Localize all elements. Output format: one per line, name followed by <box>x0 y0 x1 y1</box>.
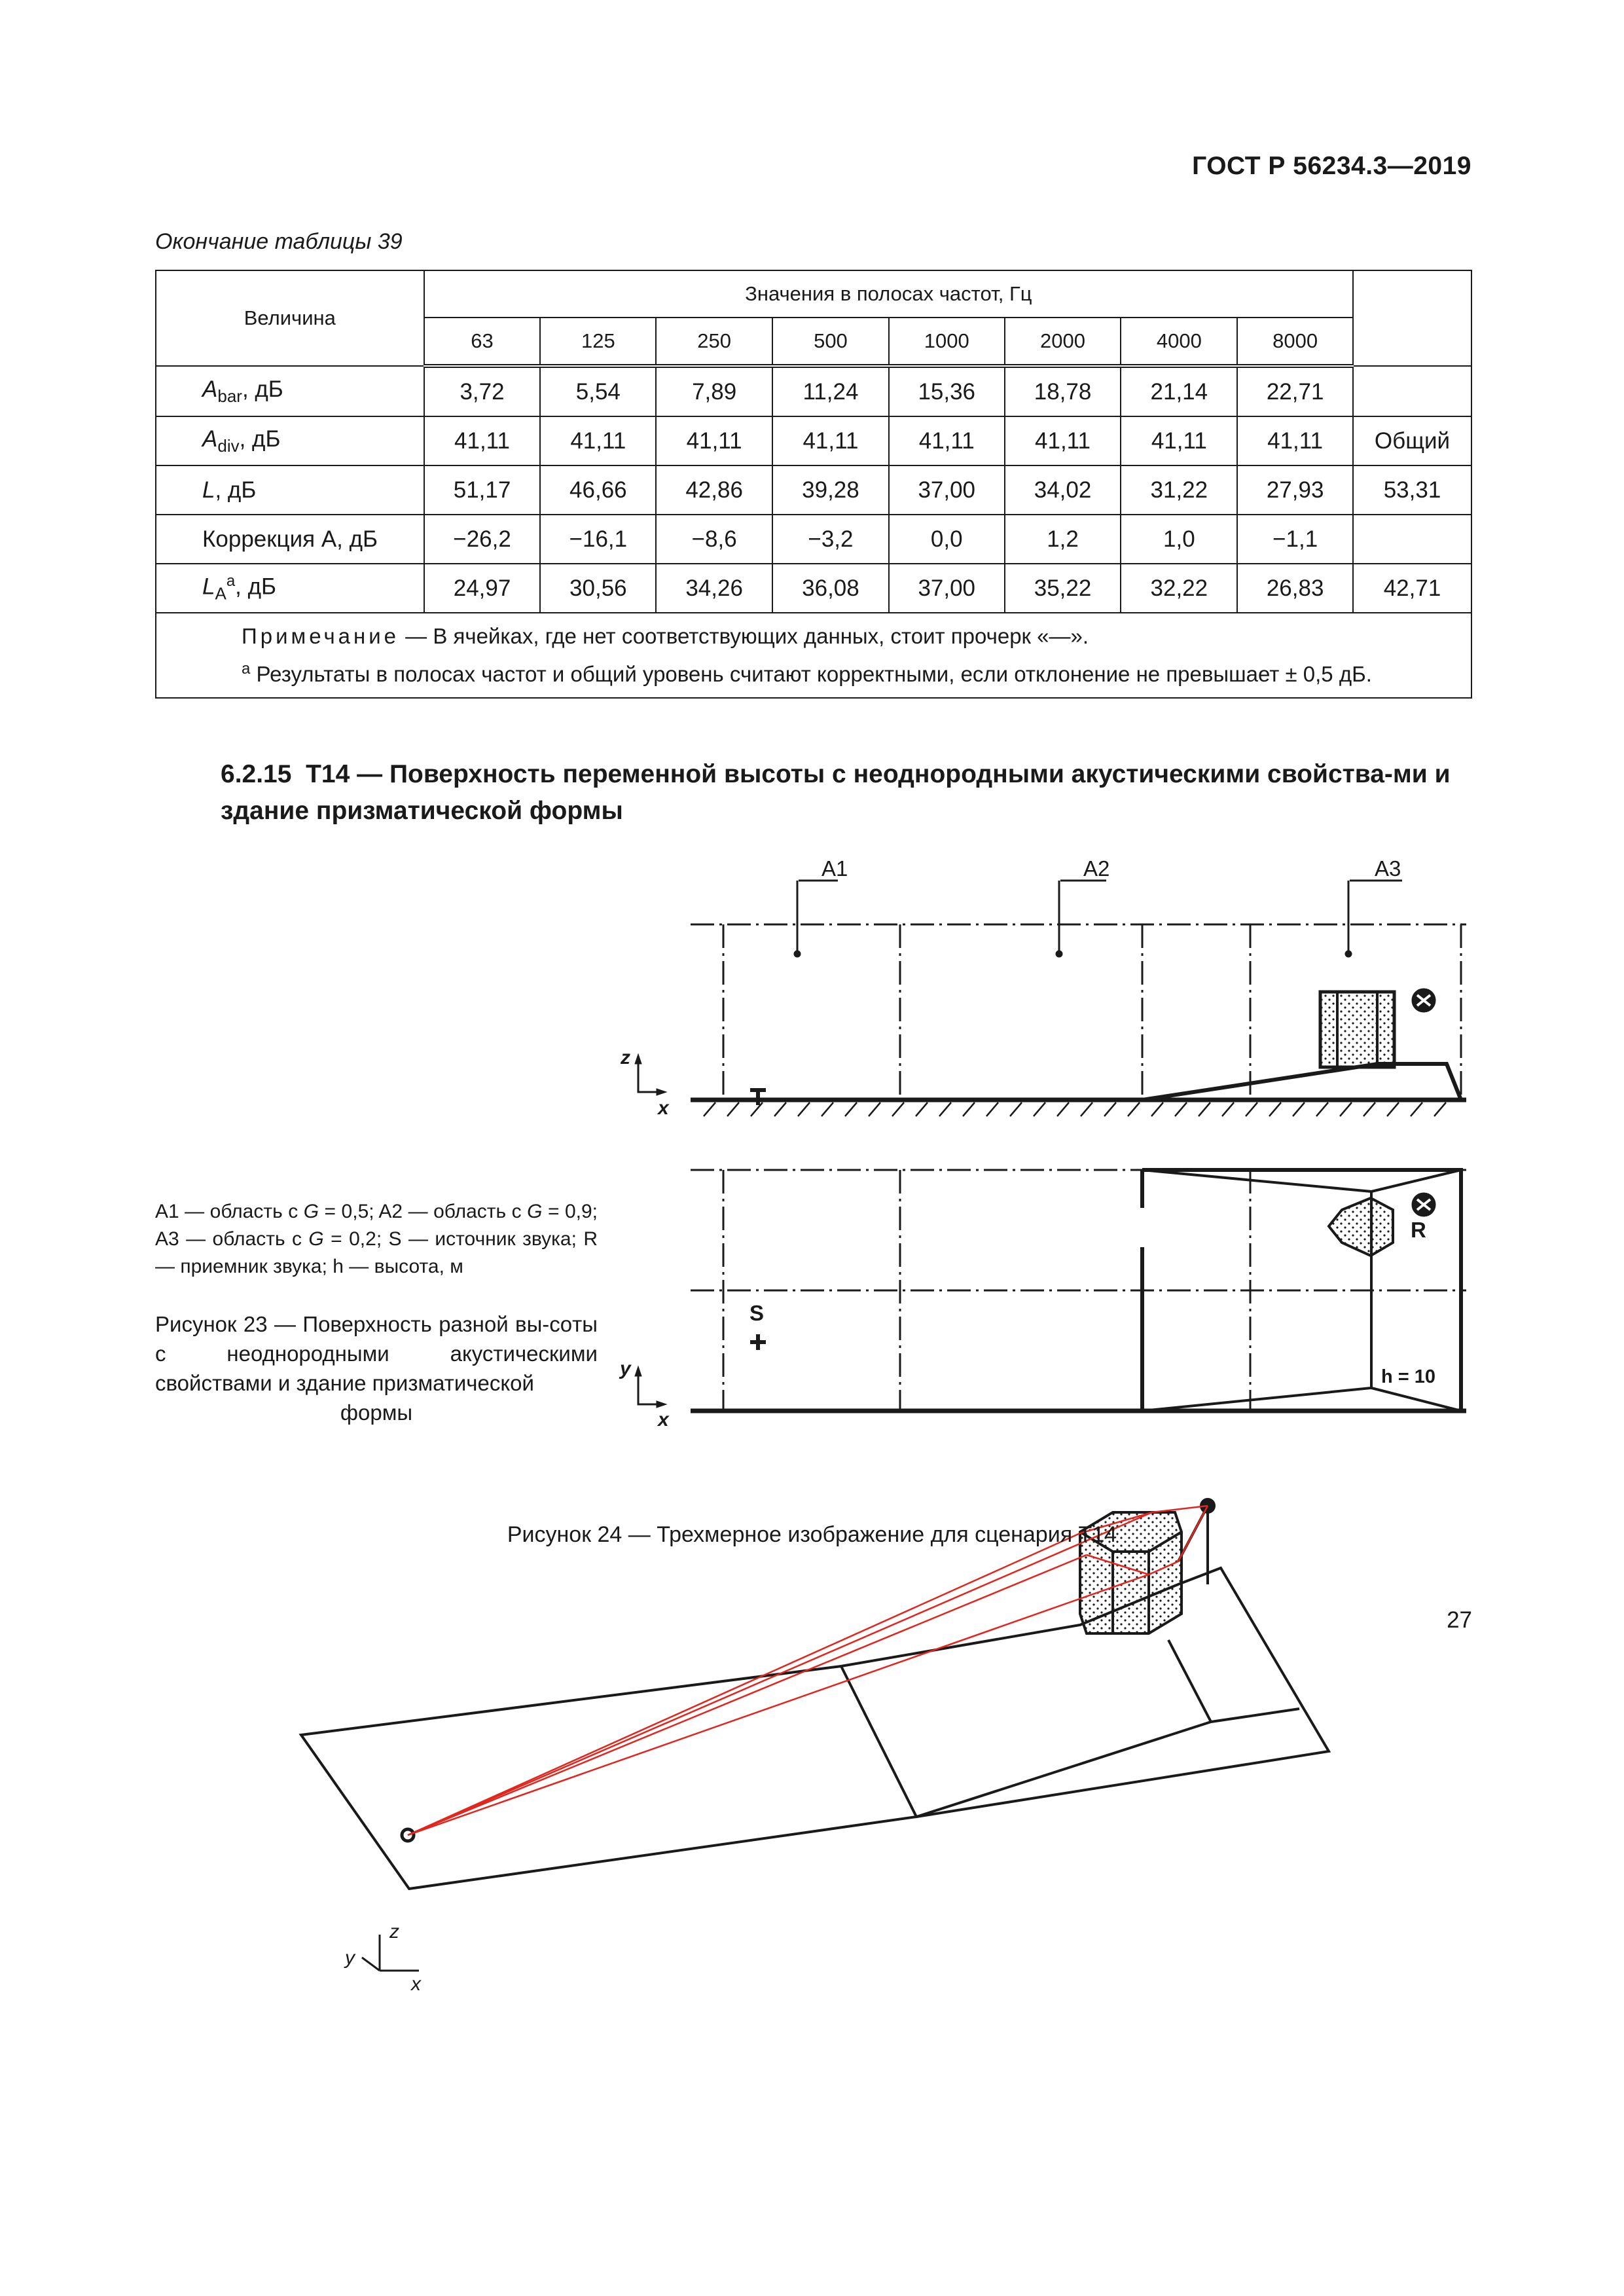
table-cell: 30,56 <box>540 564 656 613</box>
elevation-view <box>635 881 1466 1116</box>
table-cell: 41,11 <box>656 416 772 465</box>
table-cell: 41,11 <box>540 416 656 465</box>
label-a2: A2 <box>1083 856 1110 881</box>
table-cell: 41,11 <box>1005 416 1121 465</box>
ground-hatch <box>798 1102 810 1116</box>
axis-y-plan: y <box>620 1358 631 1379</box>
table-cell: 27,93 <box>1237 465 1353 515</box>
note-label: Примечание <box>242 624 400 648</box>
ground-hatch <box>727 1102 739 1116</box>
row-label: Коррекция А, дБ <box>156 515 424 564</box>
table-cell: 32,22 <box>1121 564 1237 613</box>
table-cell: 21,14 <box>1121 366 1237 416</box>
table-note: Примечание — В ячейках, где нет соответствующих данных, стоит прочерк «—». $^a$ Результаты в полосах частот и общий уровень считают корректными, если отклонение не превышает ± 0,5 дБ. <box>156 613 1471 698</box>
ground-hatch <box>1128 1102 1140 1116</box>
table-cell: 15,36 <box>889 366 1005 416</box>
label-a3: A3 <box>1375 856 1401 881</box>
table-caption: Окончание таблицы 39 <box>155 229 403 254</box>
ground-hatch <box>1057 1102 1069 1116</box>
ground-hatch <box>1199 1102 1210 1116</box>
ground-hatch <box>774 1102 786 1116</box>
ground-hatch <box>1269 1102 1281 1116</box>
table-cell: −16,1 <box>540 515 656 564</box>
ground-hatch <box>1316 1102 1328 1116</box>
row-label: L, дБ <box>156 465 424 515</box>
ground-hatch <box>916 1102 928 1116</box>
table-cell: 18,78 <box>1005 366 1121 416</box>
figure-23-legend: A1 — область с G = 0,5; A2 — область с G = 0,9; A3 — область с G = 0,2; S — источник звука; R — приемник звука; h — высота, м <box>155 1201 598 1277</box>
ground-hatch <box>892 1102 904 1116</box>
table-cell: 22,71 <box>1237 366 1353 416</box>
table-cell: 41,11 <box>1121 416 1237 465</box>
frequency-header: 125 <box>540 318 656 366</box>
ground-hatch <box>939 1102 951 1116</box>
axis-x-elev: x <box>658 1097 669 1119</box>
document-id: ГОСТ Р 56234.3—2019 <box>1192 152 1471 180</box>
page-number: 27 <box>1447 1607 1472 1633</box>
frequency-header: 250 <box>656 318 772 366</box>
ground-hatch <box>1411 1102 1422 1116</box>
ground-hatch <box>1034 1102 1045 1116</box>
ground-hatch <box>1340 1102 1352 1116</box>
table-cell: 11,24 <box>772 366 889 416</box>
section-title: T14 — Поверхность переменной высоты с неоднородными акустическими свойства-ми и здание призматической формы <box>221 760 1451 825</box>
table-cell: 41,11 <box>1237 416 1353 465</box>
ground-hatch <box>1175 1102 1187 1116</box>
table-cell: −26,2 <box>424 515 541 564</box>
table-cell: 36,08 <box>772 564 889 613</box>
table-cell: 37,00 <box>889 564 1005 613</box>
ground-hatch <box>1293 1102 1305 1116</box>
table-cell: 42,86 <box>656 465 772 515</box>
ground-hatch <box>845 1102 857 1116</box>
row-label: $A_{bar}$, дБ <box>156 366 424 416</box>
table-cell: 1,0 <box>1121 515 1237 564</box>
ground-hatch <box>986 1102 998 1116</box>
table-cell: −3,2 <box>772 515 889 564</box>
table-cell: 34,02 <box>1005 465 1121 515</box>
frequency-header: 1000 <box>889 318 1005 366</box>
table-cell: 41,11 <box>424 416 541 465</box>
table-cell: −1,1 <box>1237 515 1353 564</box>
axis-3d-z: z <box>389 1921 399 1942</box>
total-cell: Общий <box>1353 416 1471 465</box>
table-cell: 51,17 <box>424 465 541 515</box>
table-cell: 3,72 <box>424 366 541 416</box>
axis-3d-y: y <box>345 1947 355 1969</box>
axis-x-plan: x <box>658 1409 669 1430</box>
frequency-header: 63 <box>424 318 541 366</box>
figure-24-caption: Рисунок 24 — Трехмерное изображение для сценария T14 <box>507 1522 1117 1547</box>
ground-hatch <box>963 1102 975 1116</box>
frequency-header: 8000 <box>1237 318 1353 366</box>
ground-hatch <box>821 1102 833 1116</box>
table-cell: 46,66 <box>540 465 656 515</box>
table-cell: 39,28 <box>772 465 889 515</box>
row-label: $L_A^a$, дБ <box>156 564 424 613</box>
table-cell: 0,0 <box>889 515 1005 564</box>
figure-24 <box>301 1499 1329 1889</box>
ground-hatch <box>1363 1102 1375 1116</box>
frequency-header: 2000 <box>1005 318 1121 366</box>
column-header-quantity: Величина <box>156 270 424 366</box>
ground-hatch <box>1081 1102 1092 1116</box>
ground-hatch <box>704 1102 715 1116</box>
ground-hatch <box>1010 1102 1022 1116</box>
figure-23-caption: Рисунок 23 — Поверхность разной вы-сoты с неоднородными акустическими свойствами и здание призматической формы <box>155 1312 598 1425</box>
ground-hatch <box>1246 1102 1257 1116</box>
ground-hatch <box>869 1102 880 1116</box>
ground-hatch <box>1151 1102 1163 1116</box>
label-r: R <box>1411 1218 1426 1242</box>
table-cell: 41,11 <box>772 416 889 465</box>
frequency-header: 500 <box>772 318 889 366</box>
table-cell: −8,6 <box>656 515 772 564</box>
ray-paths <box>408 1506 1208 1835</box>
table-cell: 1,2 <box>1005 515 1121 564</box>
frequency-header: 4000 <box>1121 318 1237 366</box>
table-cell: 34,26 <box>656 564 772 613</box>
table-cell: 41,11 <box>889 416 1005 465</box>
table-cell: 31,22 <box>1121 465 1237 515</box>
ground-hatch <box>1434 1102 1446 1116</box>
section-number: 6.2.15 <box>221 760 292 788</box>
table-cell: 37,00 <box>889 465 1005 515</box>
ground-hatch <box>1222 1102 1234 1116</box>
ground-hatch <box>1104 1102 1116 1116</box>
table-cell: 24,97 <box>424 564 541 613</box>
table-cell: 7,89 <box>656 366 772 416</box>
label-a1: A1 <box>821 856 848 881</box>
row-label: $A_{div}$, дБ <box>156 416 424 465</box>
total-cell: 42,71 <box>1353 564 1471 613</box>
table-cell: 35,22 <box>1005 564 1121 613</box>
total-cell: 53,31 <box>1353 465 1471 515</box>
axis-3d-x: x <box>411 1973 421 1995</box>
table-cell: 5,54 <box>540 366 656 416</box>
column-header-frequency-bands: Значения в полосах частот, Гц <box>424 270 1353 318</box>
table-cell: 26,83 <box>1237 564 1353 613</box>
axis-z-elev: z <box>621 1047 630 1068</box>
plan-view <box>635 1170 1466 1411</box>
ground-hatch <box>1387 1102 1399 1116</box>
label-s: S <box>749 1301 765 1325</box>
label-height: h = 10 <box>1381 1366 1436 1387</box>
